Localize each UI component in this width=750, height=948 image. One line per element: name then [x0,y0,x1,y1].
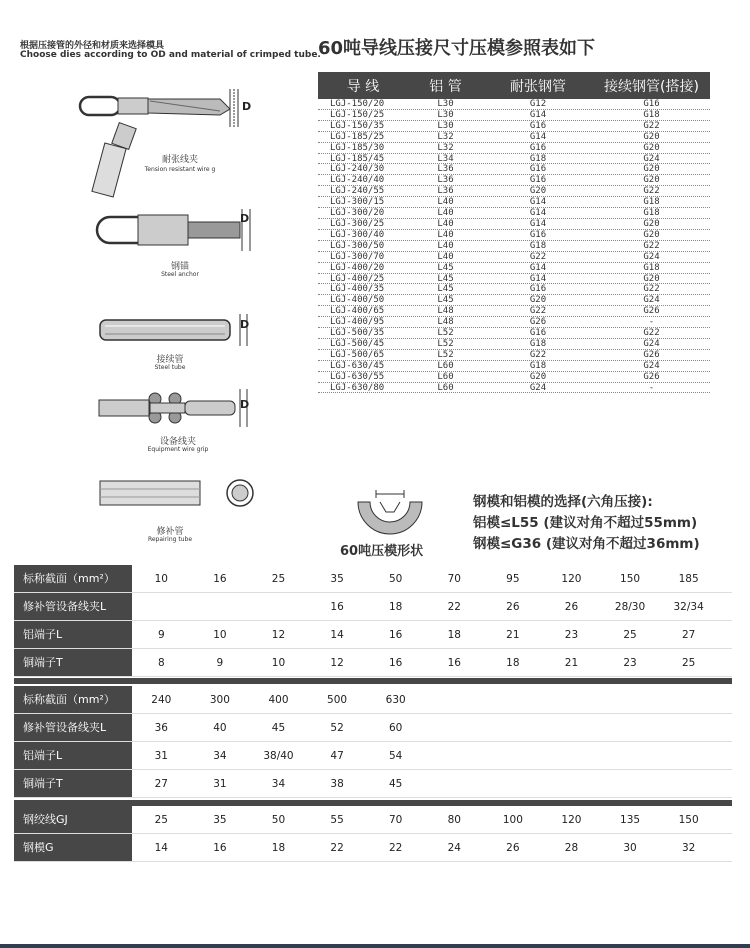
table-cell: 18 [506,657,520,669]
table-cell: G16 [529,328,547,339]
table-cell: LGJ-150/25 [330,109,385,120]
table-row [14,686,732,714]
table-cell: 54 [388,750,403,762]
table-cell: 60 [388,722,403,734]
die-shape-label: 60吨压模形状 [340,544,424,559]
table-cell: G16 [529,284,547,295]
table-cell: 22 [330,842,344,854]
table-cell: 25 [623,629,637,641]
table-cell: 23 [564,629,579,641]
table-cell: 45 [388,778,403,790]
table-cell: G20 [643,131,660,142]
table-cell: LGJ-400/25 [330,273,385,284]
table-cell: L45 [437,284,454,295]
steel-anchor-label-cn: 钢锚 [170,262,189,272]
table-cell: G22 [643,328,660,339]
table-cell: LGJ-300/20 [330,208,385,219]
table-cell: G18 [643,262,660,273]
table-cell: LGJ-185/30 [330,142,385,153]
steel-anchor-label-en: Steel anchor [161,271,199,278]
table-cell: 120 [561,814,582,826]
table-cell: G24 [643,153,660,164]
table-cell: L60 [437,360,454,371]
table-cell: 30 [623,842,637,854]
table-row [318,132,710,143]
table-cell: G20 [643,142,660,153]
table-cell: LGJ-300/40 [330,229,385,240]
repair-tube-figure [95,475,265,511]
table-cell: G18 [643,197,660,208]
table-cell: G14 [529,218,547,229]
table-cell: G22 [529,349,547,360]
table-cell: G14 [529,208,547,219]
table-cell: LGJ-300/70 [330,251,385,262]
table-row [14,714,732,742]
table-cell: L40 [437,240,454,251]
table-cell: G24 [643,360,660,371]
table-cell: 22 [388,842,403,854]
table-b [14,686,732,798]
table-cell: L32 [437,142,454,153]
tension-clamp-label-cn: 耐张线夹 [161,155,198,165]
table-cell: 10 [271,657,286,669]
table-cell: - [648,382,655,393]
table-cell: L48 [437,306,454,317]
equipment-grip-label-cn: 设备线夹 [159,437,196,447]
table-cell: 28 [564,842,579,854]
table-cell: G20 [643,218,660,229]
row-label: 铜端子T [14,649,132,676]
table-row [14,742,732,770]
notes-heading: 钢模和铝模的选择(六角压接): [473,494,653,510]
table-cell: 135 [620,814,641,826]
table-row [318,284,710,295]
table-cell: LGJ-630/80 [330,382,385,393]
table-row [318,121,710,132]
table-cell: 25 [681,657,696,669]
table-cell: 23 [623,657,637,669]
table-cell: LGJ-185/45 [330,153,385,164]
table-cell: LGJ-400/20 [330,262,385,273]
table-cell: L45 [437,262,454,273]
table-cell: 32 [681,842,696,854]
table-cell: 16 [447,657,461,669]
table-cell: 16 [330,601,344,613]
table-cell: 38 [330,778,344,790]
table-cell: G20 [643,273,660,284]
table-cell: 25 [271,573,286,585]
table-cell: G16 [529,164,547,175]
table-cell: L48 [437,317,454,328]
table-cell: 55 [330,814,344,826]
table-row [318,383,710,394]
table-cell: 36 [154,722,168,734]
table-cell: LGJ-300/15 [330,197,385,208]
table-row [318,295,710,306]
table-cell: 95 [506,573,520,585]
table-cell: 18 [271,842,286,854]
table-cell: L30 [437,120,454,131]
table-cell: G16 [529,120,547,131]
table-row [318,208,710,219]
table-cell: LGJ-240/30 [330,164,385,175]
table-row [318,219,710,230]
caption-cn: 根据压接管的外径和材质来选择模具 [20,41,165,51]
table-cell: 300 [209,694,230,706]
bottom-border [0,944,750,948]
table-cell: 18 [388,601,403,613]
table-cell: 70 [388,814,403,826]
table-cell: 9 [157,629,165,641]
table-row [318,317,710,328]
table-cell: L36 [437,164,454,175]
table-cell: G20 [643,175,660,186]
dim-d-label-2: D [240,212,250,225]
table-cell: G24 [529,382,547,393]
dim-d-label-3: D [240,318,250,331]
table-row [318,274,710,285]
table-cell: LGJ-185/25 [330,131,385,142]
table-cell: G16 [529,142,547,153]
die-selection-notes [473,492,700,555]
table-cell: L60 [437,371,454,382]
table-cell: 27 [154,778,168,790]
table-row [318,197,710,208]
table-cell: G26 [643,349,660,360]
table-row [318,306,710,317]
table-row [14,649,732,677]
table-row [318,252,710,263]
table-cell: L60 [437,382,454,393]
table-cell: 45 [271,722,286,734]
table-row [318,263,710,274]
table-cell: 50 [271,814,286,826]
table-cell: L36 [437,175,454,186]
table-cell: L30 [437,99,454,109]
table-cell: LGJ-400/35 [330,284,385,295]
table-cell: G18 [643,109,660,120]
steel-anchor-figure [90,205,260,255]
table-row [318,230,710,241]
table-cell: L36 [437,186,454,197]
table-cell: 34 [213,750,227,762]
table-cell: LGJ-240/55 [330,186,385,197]
table-c [14,806,732,862]
page-title: 60吨导线压接尺寸压模参照表如下 [318,38,596,59]
table-cell: G20 [529,186,547,197]
table-cell: L40 [437,218,454,229]
table-cell: LGJ-150/20 [330,99,385,109]
table-cell: LGJ-300/50 [330,240,385,251]
table-cell: L40 [437,251,454,262]
table-cell [132,593,191,620]
table-row [14,834,732,862]
table-cell: 24 [447,842,461,854]
table-cell: G20 [529,371,547,382]
table-row [318,328,710,339]
table-row [14,593,732,621]
table-cell: L40 [437,229,454,240]
table-cell: 40 [213,722,227,734]
table-cell: 16 [213,842,227,854]
table-cell: G16 [529,175,547,186]
table-row [318,99,710,110]
table-cell: L52 [437,328,454,339]
table-cell: 16 [388,657,403,669]
table-cell: 32/34 [673,601,704,613]
table-gap-1 [14,678,732,684]
table-cell [249,593,308,620]
header-tension-steel-tube: 耐张钢管 [510,78,566,95]
table-cell: G20 [643,164,660,175]
table-cell: G26 [643,306,660,317]
table-cell: 240 [151,694,172,706]
table-row [318,361,710,372]
header-aluminum-tube: 铝 管 [429,78,462,95]
table-cell: 21 [506,629,520,641]
table-cell: 28/30 [614,601,646,613]
table-cell: - [648,317,655,328]
table-cell: G14 [529,131,547,142]
table-cell: LGJ-300/25 [330,218,385,229]
table-cell: LGJ-500/65 [330,349,385,360]
table-cell: 70 [447,573,461,585]
equipment-grip-label-en: Equipment wire grip [147,446,209,453]
repair-tube-label-cn: 修补管 [156,527,184,537]
table-row [318,143,710,154]
row-label: 修补管设备线夹L [14,714,132,741]
table-cell: 38/40 [263,750,294,762]
row-label: 标称截面（mm²） [14,686,132,713]
table-cell: LGJ-500/45 [330,338,385,349]
table-row [14,770,732,798]
table-cell: 26 [506,842,520,854]
table-cell: G26 [643,371,660,382]
table-cell: 16 [213,573,227,585]
table-cell: 31 [154,750,168,762]
row-label: 修补管设备线夹L [14,593,132,620]
row-label: 铝端子L [14,621,132,648]
notes-steel-die: 钢模≤G36 (建议对角不超过36mm) [473,536,700,552]
table-cell: 12 [271,629,286,641]
table-cell: 16 [388,629,403,641]
table-cell: L52 [437,349,454,360]
table-cell: L34 [437,153,454,164]
table-cell: 27 [681,629,696,641]
table-cell: L45 [437,273,454,284]
table-cell: LGJ-150/35 [330,120,385,131]
table-cell [191,593,250,620]
table-cell: LGJ-500/35 [330,328,385,339]
table-cell: 26 [564,601,579,613]
repair-tube-label-en: Repairing tube [147,536,193,543]
table-cell: 47 [330,750,344,762]
table-row [14,565,732,593]
table-row [318,175,710,186]
table-cell: G14 [529,197,547,208]
table-cell: 150 [620,573,641,585]
header-splice-steel-tube: 接续钢管(搭接) [604,78,699,95]
table-cell: G14 [529,273,547,284]
table-row [318,350,710,361]
table-row [14,806,732,834]
table-cell: G22 [529,251,547,262]
splice-tube-label-cn: 接续管 [156,355,184,365]
table-cell: 25 [154,814,168,826]
table-cell: 14 [154,842,168,854]
table-cell: G16 [529,229,547,240]
table-cell: 26 [506,601,520,613]
table-cell: G18 [529,338,547,349]
die-table-header [318,72,710,99]
table-cell: LGJ-240/40 [330,175,385,186]
table-cell: L30 [437,109,454,120]
die-shape-icon [350,488,430,538]
table-cell: 50 [388,573,403,585]
table-cell: 12 [330,657,344,669]
header-conductor: 导 线 [346,78,380,95]
table-cell: 80 [447,814,461,826]
dim-d-label-4: D [240,398,250,411]
table-cell: 22 [447,601,461,613]
table-row [318,372,710,383]
die-reference-table [318,72,710,393]
table-cell: L40 [437,208,454,219]
table-cell: G22 [529,306,547,317]
row-label: 标称截面（mm²） [14,565,132,592]
table-cell: G18 [643,208,660,219]
table-cell: G20 [529,295,547,306]
table-cell: 35 [213,814,227,826]
table-cell: 10 [213,629,227,641]
table-cell: L32 [437,131,454,142]
splice-tube-label-en: Steel tube [154,364,186,371]
row-label: 铝端子L [14,742,132,769]
table-cell: 52 [330,722,344,734]
table-a [14,565,732,677]
table-cell: 31 [213,778,227,790]
table-cell: 10 [154,573,168,585]
die-table-body [318,99,710,393]
row-label: 钢模G [14,834,132,861]
table-cell: 185 [678,573,699,585]
table-cell: 14 [330,629,344,641]
table-cell: G16 [643,99,660,109]
table-cell: 400 [268,694,289,706]
table-cell: 500 [327,694,348,706]
tension-clamp-label-en: Tension resistant wire g [144,166,216,173]
table-cell: 120 [561,573,582,585]
table-row [318,110,710,121]
table-row [318,164,710,175]
table-cell: LGJ-630/45 [330,360,385,371]
caption-en: Choose dies according to OD and material of crimped tube. [20,50,321,60]
table-cell: 18 [447,629,461,641]
table-cell: G24 [643,251,660,262]
row-label: 铜端子T [14,770,132,797]
table-cell: G22 [643,120,660,131]
table-cell: LGJ-400/50 [330,295,385,306]
table-row [318,186,710,197]
table-cell: 21 [564,657,579,669]
table-cell: 630 [385,694,406,706]
table-cell: G18 [529,153,547,164]
table-cell: 100 [502,814,523,826]
splice-tube-figure [95,312,260,348]
table-cell: G20 [643,229,660,240]
table-cell: G18 [529,360,547,371]
table-cell: G12 [529,99,547,109]
table-cell: L40 [437,197,454,208]
table-row [14,621,732,649]
table-row [318,241,710,252]
table-cell: 9 [216,657,224,669]
table-cell: G24 [643,338,660,349]
table-cell: G22 [643,186,660,197]
table-row [318,154,710,165]
table-cell: LGJ-630/55 [330,371,385,382]
table-row [318,339,710,350]
table-cell: G14 [529,262,547,273]
table-cell: 34 [271,778,286,790]
table-cell: L45 [437,295,454,306]
row-label: 钢绞线GJ [14,806,132,833]
tension-clamp-figure [70,85,270,205]
dim-d-label-1: D [242,100,252,113]
notes-aluminum-die: 铝模≤L55 (建议对角不超过55mm) [473,515,698,531]
table-cell: LGJ-400/95 [330,317,385,328]
table-cell: 35 [330,573,344,585]
table-cell: G18 [529,240,547,251]
table-cell: G14 [529,109,547,120]
table-cell: LGJ-400/65 [330,306,385,317]
table-cell: 150 [678,814,699,826]
table-cell: G26 [529,317,547,328]
table-cell: G22 [643,284,660,295]
table-cell: 8 [157,657,165,669]
table-cell: G24 [643,295,660,306]
table-cell: G22 [643,240,660,251]
table-cell: L52 [437,338,454,349]
